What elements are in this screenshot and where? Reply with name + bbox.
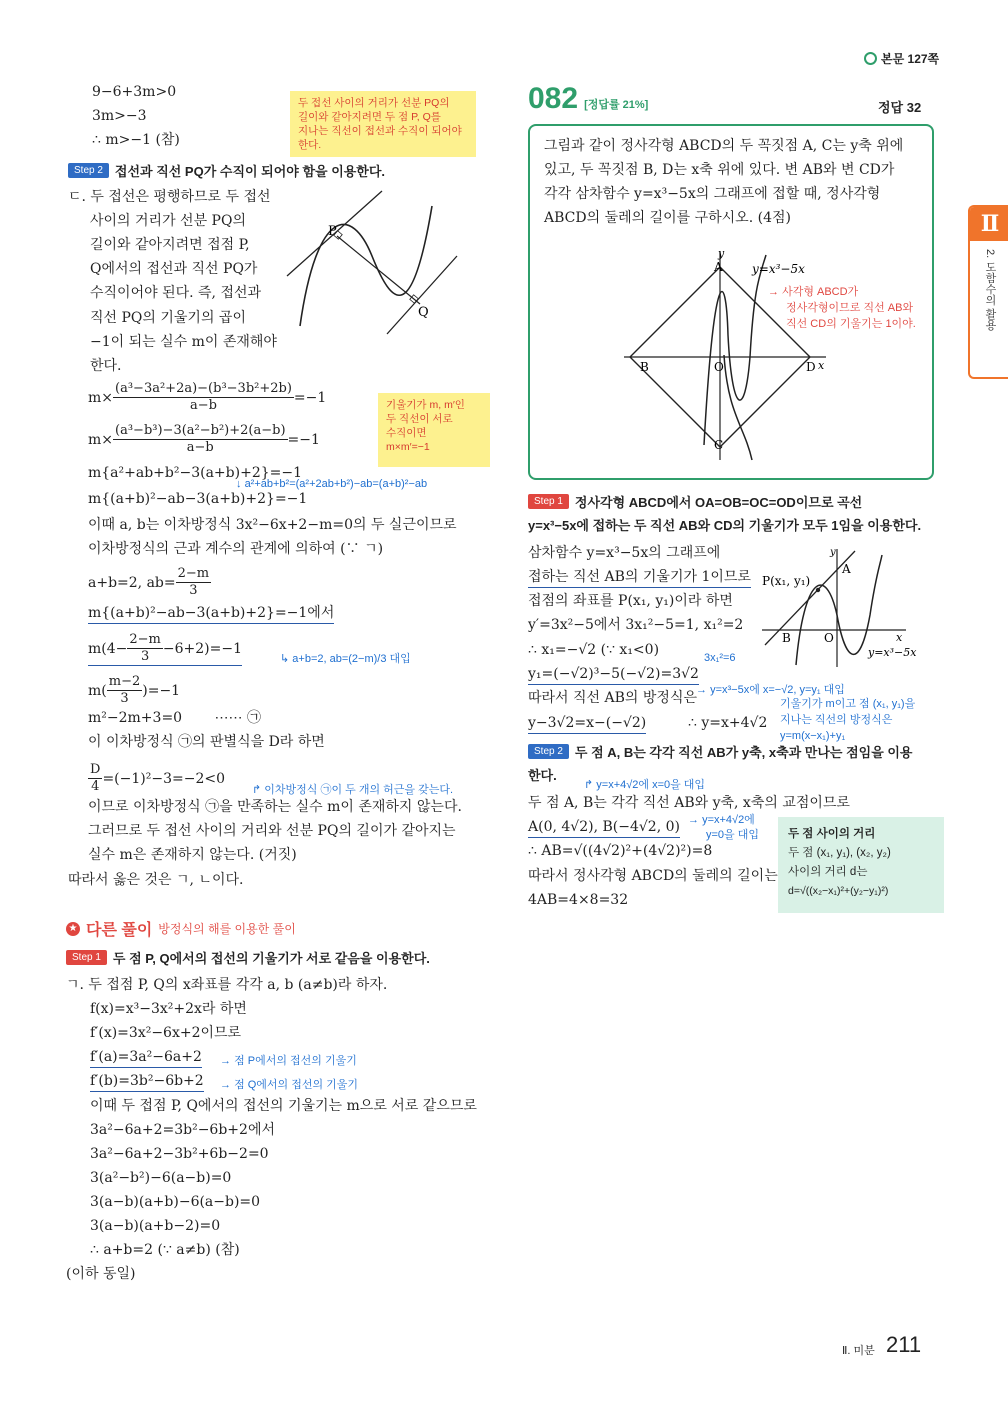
fig1-label-a: A [714, 260, 723, 274]
s1-line-7: 따라서 직선 AB의 방정식은 [528, 690, 697, 706]
para-conclusion-3: 실수 m은 존재하지 않는다. (거짓) [88, 847, 297, 863]
alt-line-5: f′(b)=3b²−6b+2 [90, 1071, 204, 1092]
eq8: m( $\frac{m-2}{3}$ )=−1 [88, 674, 181, 706]
figure-parallel-tangents [282, 186, 462, 336]
fig1-note: → 사각형 ABCD가 정사각형이므로 직선 AB와 직선 CD의 기울기는 1이야. [768, 286, 916, 330]
step-badge: Step 1 [66, 950, 107, 965]
s2-note-a: ↱ y=x+4√2에 x=0을 대입 [584, 779, 706, 791]
arrow-icon: ↳ [280, 653, 293, 665]
label-q: Q [418, 305, 429, 320]
label-p: P [328, 224, 337, 239]
alt-line-6: 이때 두 접점 P, Q에서의 접선의 기울기는 m으로 서로 같으므로 [90, 1098, 477, 1114]
fig2-label-a: A [842, 562, 851, 576]
fig1-label-c: C [714, 438, 724, 452]
para-vieta-2: 이차방정식의 근과 계수의 관계에 의하여 (∵ ㄱ) [88, 541, 384, 557]
alt-line-8: 3a²−6a+2−3b²+6b−2=0 [90, 1146, 269, 1162]
step-text: 정사각형 ABCD에서 OA=OB=OC=OD이므로 곡선 [574, 495, 863, 510]
s1-line-4: y′=3x²−5에서 3x₁²−5=1, x₁²=2 [528, 617, 744, 633]
arrow-right-icon: → [220, 1079, 235, 1091]
s2-line-5: 4AB=4×8=32 [528, 892, 629, 908]
s1-note-c: 기울기가 m이고 점 (x₁, y₁)을 지나는 직선의 방정식은 y=m(x−x₁)+y₁ [780, 698, 916, 742]
problem-number: 082 [528, 82, 579, 115]
s2-line-4: 따라서 정사각형 ABCD의 둘레의 길이는 [528, 868, 778, 884]
s1-line-3: 접점의 좌표를 P(x₁, y₁)이라 하면 [528, 593, 733, 609]
ineq-line-1: 9−6+3m>0 [92, 84, 177, 100]
alt-solution-header: ★ 다른 풀이 방정식의 해를 이용한 풀이 [66, 917, 296, 940]
alt-line-2: f(x)=x³−3x²+2x라 하면 [90, 1001, 247, 1017]
eq9: m²−2m+3=0 ⋯⋯ ㉠ [88, 710, 261, 726]
s2-note-b: → y=x+4√2에 y=0을 대입 [688, 814, 759, 841]
arrow-right-icon: → [688, 814, 703, 826]
page-number: 211 [886, 1332, 922, 1357]
alt-line-9: 3(a²−b²)−6(a−b)=0 [90, 1170, 232, 1186]
star-icon: ★ [66, 922, 80, 936]
arrow-right-icon: → [768, 286, 783, 298]
eq10: $\frac{D}{4}$ =(−1)²−3=−2<0 [90, 762, 225, 794]
fig1-curve-label: y=x³−5x [752, 262, 805, 276]
alt-line-11: 3(a−b)(a+b−2)=0 [90, 1218, 221, 1234]
fig1-label-b: B [640, 360, 649, 374]
problem-text-1: 그림과 같이 정사각형 ABCD의 두 꼭짓점 A, C는 y축 위에 [544, 138, 904, 154]
problem-text-3: 각각 삼차함수 y=x³−5x의 그래프에 접할 때, 정사각형 [544, 186, 881, 202]
step2-line2: 한다. [528, 768, 557, 783]
fig2-label-y: y [830, 547, 836, 558]
ineq-line-2: 3m>−3 [92, 108, 147, 124]
step-text: 두 점 P, Q에서의 접선의 기울기가 서로 같음을 이용한다. [112, 951, 430, 966]
circle-bullet-icon [864, 52, 877, 65]
eq7-note: ↳ a+b=2, ab=(2−m)/3 대입 [280, 653, 411, 665]
cubic-curve [300, 206, 432, 326]
problem-text-4: ABCD의 둘레의 길이를 구하시오. (4점) [544, 210, 791, 226]
tip-note-perpendicular: 기울기가 m, m′인 두 직선이 서로 수직이면 m×m′=−1 [378, 393, 490, 467]
s1-line-6: y₁=(−√2)³−5(−√2)=3√2 [528, 664, 699, 685]
s1-line-5: ∴ x₁=−√2 (∵ x₁<0) [528, 642, 660, 658]
problem-text-2: 있고, 두 꼭짓점 B, D는 x축 위에 있다. 변 AB와 변 CD가 [544, 162, 895, 178]
fig2-label-p: P(x₁, y₁) [762, 574, 811, 588]
para-vieta-1: 이때 a, b는 이차방정식 3x²−6x+2−m=0의 두 실근이므로 [88, 517, 457, 533]
eq7: m(4− $\frac{2-m}{3}$ −6+2)=−1 [88, 632, 242, 664]
chapter-side-tab [968, 205, 1008, 379]
tangent-point-p [816, 588, 820, 592]
s1-result: ∴ y=x+4√2 [688, 715, 768, 731]
problem-heading [528, 82, 648, 116]
s1-note-a: 3x₁²=6 [704, 652, 736, 664]
step-badge: Step 2 [68, 163, 109, 178]
eq10-note: ↱ 이차방정식 ㉠이 두 개의 허근을 갖는다. [252, 784, 454, 796]
correct-rate: [정답률 21%] [584, 99, 649, 111]
segment-pq [337, 236, 420, 304]
chapter-title: 2. 도함수의 활용 [984, 249, 996, 331]
s1-line-1: 삼차함수 y=x³−5x의 그래프에 [528, 545, 721, 561]
para-conclusion-4: 따라서 옳은 것은 ㄱ, ㄴ이다. [68, 872, 244, 888]
para-conclusion-1: 이므로 이차방정식 ㉠을 만족하는 실수 m이 존재하지 않는다. [88, 799, 462, 815]
step2-header-right [528, 742, 913, 761]
answer-label: 정답 32 [878, 100, 922, 115]
fig1-label-x: x [818, 359, 825, 372]
para-conclusion-2: 그러므로 두 접선 사이의 거리와 선분 PQ의 길이가 같아지는 [88, 823, 456, 839]
para-discriminant: 이 이차방정식 ㉠의 판별식을 D라 하면 [88, 734, 325, 750]
page-reference: 본문 127쪽 [864, 50, 939, 67]
s1-note-b: → y=x³−5x에 x=−√2, y=y₁ 대입 [696, 684, 845, 696]
cubic-curve-fig1-tail [724, 355, 752, 460]
eq1: m× $\frac{\text{(a³−3a²+2a)−(b³−3b²+2b)}}{a-b}$ =−1 [88, 381, 327, 413]
step1-line2: y=x³−5x에 접하는 두 직선 AB와 CD의 기울기가 모두 1임을 이용한다. [528, 518, 922, 533]
arrow-right-icon: → [220, 1055, 235, 1067]
step-text: 두 점 A, B는 각각 직선 AB가 y축, x축과 만나는 점임을 이용 [574, 745, 913, 760]
fig2-label-x: x [896, 631, 903, 644]
eq6: m{(a+b)²−ab−3(a+b)+2}=−1에서 [88, 603, 334, 624]
eq3: m{a²+ab+b²−3(a+b)+2}=−1 [88, 465, 302, 481]
fig2-label-b: B [782, 631, 791, 645]
chapter-roman: Ⅱ [970, 207, 1008, 241]
eq2: m× $\frac{\text{(a³−b³)−3(a²−b²)+2(a−b)}}{a-b}$ =−1 [88, 423, 320, 455]
alt-note-a: → 점 P에서의 접선의 기울기 [220, 1055, 357, 1067]
fig1-label-d: D [806, 360, 816, 374]
step-badge: Step 2 [528, 744, 569, 759]
fig2-label-o: O [824, 631, 834, 645]
alt-line-13: (이하 동일) [66, 1266, 136, 1282]
alt-line-10: 3(a−b)(a+b)−6(a−b)=0 [90, 1194, 261, 1210]
eq3-note: ↓ a²+ab+b²=(a²+2ab+b²)−ab=(a+b)²−ab [236, 478, 428, 490]
figure-square-abcd [620, 245, 830, 465]
fig1-label-y: y [718, 247, 725, 260]
alt-step1-header [66, 948, 430, 967]
footer-section: Ⅱ. 미분 [842, 1345, 875, 1357]
s1-line-8: y−3√2=x−(−√2) [528, 713, 646, 734]
cubic-curve-fig1 [704, 255, 766, 445]
alt-line-7: 3a²−6a+2=3b²−6b+2에서 [90, 1122, 275, 1138]
step1-header-right [528, 492, 862, 511]
fig1-label-o: O [714, 360, 724, 374]
s2-line-2: A(0, 4√2), B(−4√2, 0) [528, 817, 680, 838]
alt-line-1: ㄱ. 두 접점 P, Q의 x좌표를 각각 a, b (a≠b)라 하자. [66, 977, 388, 993]
arrow-icon: ↱ [252, 784, 265, 796]
s2-line-3: ∴ AB=√((4√2)²+(4√2)²)=8 [528, 843, 713, 859]
eq5: a+b=2, ab= $\frac{2-m}{3}$ [88, 566, 210, 598]
step-text: 접선과 직선 PQ가 수직이 되어야 함을 이용한다. [114, 164, 386, 179]
eq4: m{(a+b)²−ab−3(a+b)+2}=−1 [88, 491, 308, 507]
alt-line-4: f′(a)=3a²−6a+2 [90, 1047, 202, 1068]
alt-note-b: → 점 Q에서의 접선의 기울기 [220, 1079, 359, 1091]
ineq-line-3: ∴ m>−1 (참) [92, 132, 180, 148]
arrow-right-icon: ↱ [584, 779, 597, 791]
figure-tangent-ab [760, 545, 935, 670]
alt-line-3: f′(x)=3x²−6x+2이므로 [90, 1025, 242, 1041]
arrow-right-icon: → [696, 684, 711, 696]
s1-line-2: 접하는 직선 AB의 기울기가 1이므로 [528, 567, 751, 588]
tip-note-distance: 두 접선 사이의 거리가 선분 PQ의 길이와 같아지려면 두 점 P, Q를 지나는 직선이 접선과 수직이 되어야 한다. [290, 91, 476, 157]
step2-header-left [68, 161, 385, 180]
mint-title: 두 점 사이의 거리 [788, 828, 876, 840]
alt-line-12: ∴ a+b=2 (∵ a≠b) (참) [90, 1242, 240, 1258]
s2-line-1: 두 점 A, B는 각각 직선 AB와 y축, x축의 교점이므로 [528, 795, 850, 811]
distance-formula-box: 두 점 사이의 거리 두 점 (x₁, y₁), (x₂, y₂) 사이의 거리 d는 d=√((x₂−x₁)²+(y₂−y₁)²) [778, 817, 944, 913]
fig2-curve-label: y=x³−5x [868, 646, 917, 659]
step-badge: Step 1 [528, 494, 569, 509]
arrow-icon: ↓ [236, 478, 245, 490]
